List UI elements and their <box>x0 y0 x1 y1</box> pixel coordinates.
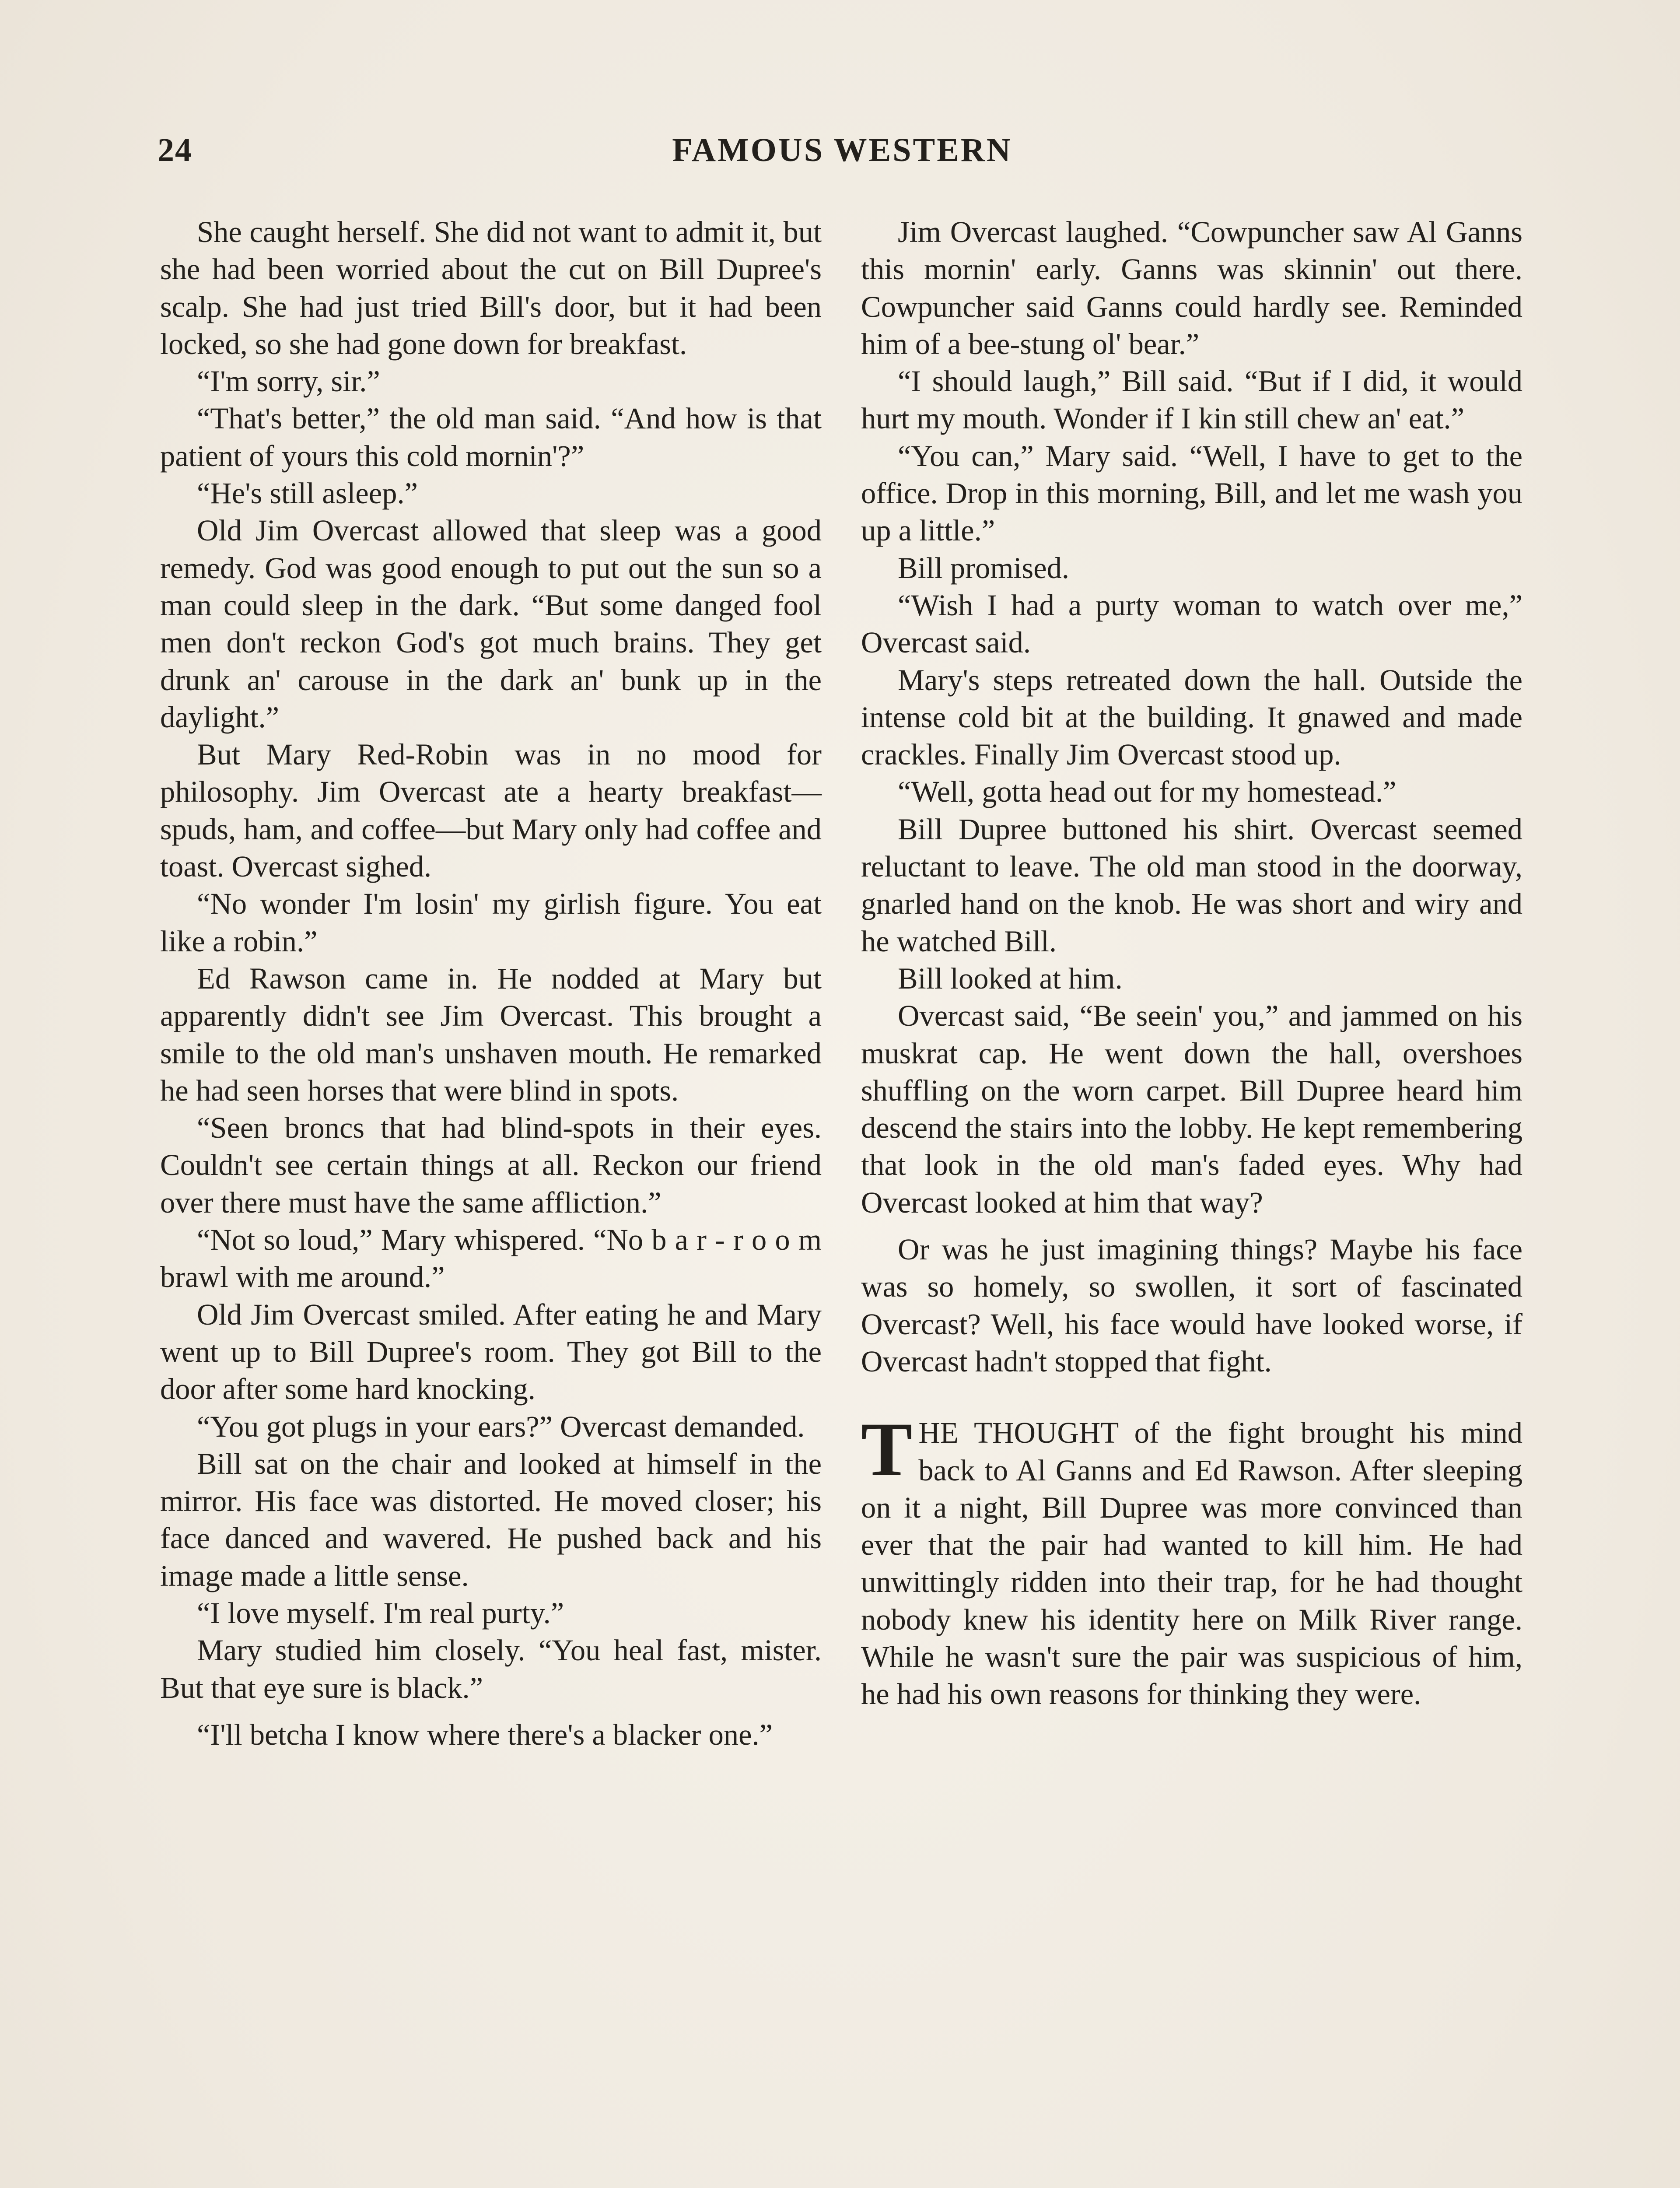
paragraph: “No wonder I'm losin' my girlish figure. You eat like a robin.” <box>160 887 822 958</box>
left-column <box>160 214 822 1753</box>
paragraph: Bill promised. <box>898 551 1069 585</box>
paragraph: Old Jim Overcast smiled. After eating he and Mary went up to Bill Dupree's room. They got Bill to the door after some hard knocking. <box>160 1297 822 1406</box>
paragraph: Ed Rawson came in. He nodded at Mary but apparently didn't see Jim Overcast. This brought a smile to the old man's unshaven mouth. He remarked he had seen horses that were blind in spots. <box>160 961 822 1107</box>
paragraph: She caught herself. She did not want to admit it, but she had been worried about the cut on Bill Dupree's scalp. She had just tried Bill's door, but it had been locked, so she had gone down for breakfast. <box>160 215 822 361</box>
section-paragraph <box>861 1407 1522 1713</box>
paragraph: “He's still asleep.” <box>197 477 418 510</box>
page-header <box>158 131 1527 179</box>
paragraph: “I'll betcha I know where there's a blacker one.” <box>197 1718 773 1751</box>
paragraph: “I'm sorry, sir.” <box>197 365 380 398</box>
paragraph: Overcast said, “Be seein' you,” and jammed on his muskrat cap. He went down the hall, overshoes shuffling on the worn carpet. Bill Dupree heard him descend the stairs into the lobby. He kept remembering that look in the old man's faded eyes. Why had Overcast looked at him that way? <box>861 999 1522 1219</box>
paragraph: Bill sat on the chair and looked at himself in the mirror. His face was distorted. He moved closer; his face danced and wavered. He pushed back and his image made a little sense. <box>160 1447 822 1592</box>
paragraph: “You got plugs in your ears?” Overcast demanded. <box>197 1410 805 1443</box>
paragraph: But Mary Red-Robin was in no mood for philosophy. Jim Overcast ate a hearty breakfast—spuds, ham, and coffee—but Mary only had coffee and toast. Overcast sighed. <box>160 738 822 884</box>
paragraph: Jim Overcast laughed. “Cowpuncher saw Al Ganns this mornin' early. Ganns was skinnin' out there. Cowpuncher said Ganns could hardly see. Reminded him of a bee-stung ol' bear.” <box>861 215 1522 361</box>
paragraph: Bill looked at him. <box>898 961 1123 995</box>
paragraph: “Seen broncs that had blind-spots in their eyes. Couldn't see certain things at all. Reckon our friend over there must have the same affliction.” <box>160 1111 822 1219</box>
running-title: FAMOUS WESTERN <box>672 132 1012 168</box>
right-column <box>861 214 1522 1713</box>
drop-cap: T <box>861 1407 913 1493</box>
paragraph: “Well, gotta head out for my homestead.” <box>898 775 1396 809</box>
paragraph: “I should laugh,” Bill said. “But if I did, it would hurt my mouth. Wonder if I kin still chew an' eat.” <box>861 365 1522 435</box>
paragraph: “Not so loud,” Mary whispered. “No b a r - r o o m brawl with me around.” <box>160 1223 822 1294</box>
paragraph: Mary's steps retreated down the hall. Outside the intense cold bit at the building. It gnawed and made crackles. Finally Jim Overcast stood up. <box>861 663 1522 771</box>
paragraph: “Wish I had a purty woman to watch over me,” Overcast said. <box>861 588 1522 659</box>
paragraph: “I love myself. I'm real purty.” <box>197 1596 564 1630</box>
paragraph: Bill Dupree buttoned his shirt. Overcast seemed reluctant to leave. The old man stood in the doorway, gnarled hand on the knob. He was short and wiry and he watched Bill. <box>861 812 1522 958</box>
paragraph: “That's better,” the old man said. “And how is that patient of yours this cold mornin'?” <box>160 402 822 473</box>
paragraph: Or was he just imagining things? Maybe his face was so homely, so swollen, it sort of fascinated Overcast? Well, his face would have looked worse, if Overcast hadn't stopped that fight. <box>861 1233 1522 1378</box>
section-text: HE THOUGHT of the fight brought his mind back to Al Ganns and Ed Rawson. After sleeping on it a night, Bill Dupree was more convinced than ever that the pair had wanted to kill him. He had unwittingly ridden into their trap, for he had thought nobody knew his identity here on Milk River range. While he wasn't sure the pair was suspicious of him, he had his own reasons for thinking they were. <box>861 1416 1522 1711</box>
paragraph: Mary studied him closely. “You heal fast, mister. But that eye sure is black.” <box>160 1634 822 1704</box>
page-number: 24 <box>158 132 192 168</box>
paragraph: Old Jim Overcast allowed that sleep was a good remedy. God was good enough to put out the sun so a man could sleep in the dark. “But some danged fool men don't reckon God's got much brains. They get drunk an' carouse in the dark an' bunk up in the daylight.” <box>160 514 822 734</box>
paragraph: “You can,” Mary said. “Well, I have to get to the office. Drop in this morning, Bill, and let me wash you up a little.” <box>861 439 1522 547</box>
